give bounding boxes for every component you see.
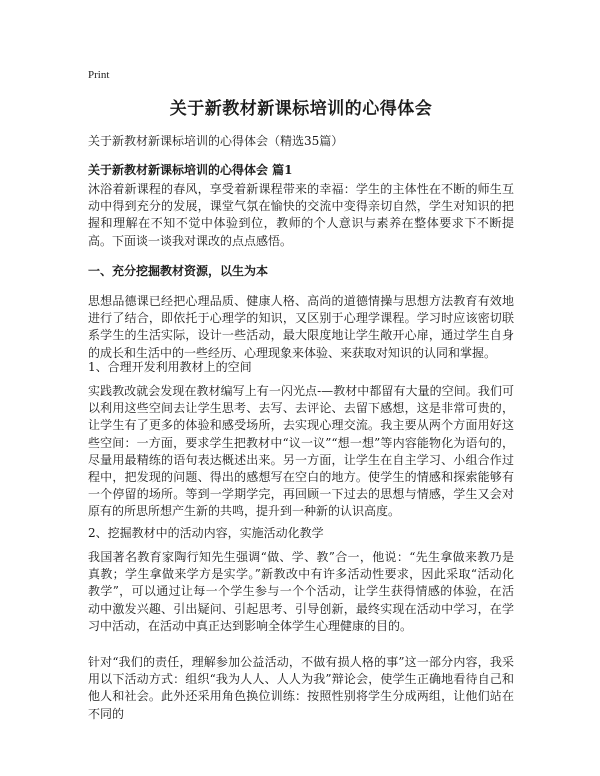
point-one-heading: 1、合理开发利用教材上的空间 <box>88 360 252 374</box>
intro-paragraph: 沐浴着新课程的春风，享受着新课程带来的幸福：学生的主体性在不断的师生互动中得到充分的发展，课堂气氛在愉快的交流中变得亲切自然，学生对知识的把握和理解在不知不觉中体验到位，教师的个人意识与素养在整体要求下不断提高。下面谈一谈我对课改的点点感悟。 <box>88 182 514 248</box>
document-title: 关于新教材新课标培训的心得体会 <box>169 99 433 119</box>
point-two-heading: 2、挖掘教材中的活动内容，实施活动化教学 <box>88 526 324 540</box>
point-one-paragraph: 实践教改就会发现在教材编写上有一闪光点-—教材中都留有大量的空间。我们可以利用这些空间去让学生思考、去写、去评论、去留下感想，这是非常可贵的，让学生有了更多的体验和感受场所，去实现心理交流。我主要从两个方面用好这些空间：一方面，要求学生把教材中“议一议”“想一想”等内容能物化为语句的，尽量用最精练的语句表达概述出来。另一方面，让学生在自主学习、小组合作过程中，把发现的问题、得出的感想写在空白的地方。使学生的情感和探索能够有一个停留的场所。等到一学期学完，再回顾一下过去的思想与情感，学生又会对原有的所思所想产生新的共鸣，提升到一种新的认识高度。 <box>88 384 514 519</box>
article-heading: 关于新教材新课标培训的心得体会 篇1 <box>88 163 293 177</box>
print-link[interactable]: Print <box>88 69 110 81</box>
document-subtitle: 关于新教材新课标培训的心得体会（精选35篇） <box>88 134 344 148</box>
point-two-paragraph-continued: 针对“我们的责任，理解参加公益活动，不做有损人格的事”这一部分内容，我采用以下活动方式：组织“我为人人、人人为我”辩论会，使学生正确地看待自己和他人和社会。此外还采用角色换位训练：按照性别将学生分成两组，让他们站在不同的 <box>88 655 514 721</box>
point-two-paragraph: 我国著名教育家陶行知先生强调“做、学、教”合一，他说：“先生拿做来教乃是真教；学生拿做来学方是实学。”新教改中有许多活动性要求，因此采取“活动化教学”，可以通过让每一个学生参与一个个活动，让学生获得情感的体验，在活动中激发兴趣、引出疑问、引起思考、引导创新，最终实现在活动中学习，在学习中活动，在活动中真正达到影响全体学生心理健康的目的。 <box>88 550 514 633</box>
section-one-paragraph: 思想品德课已经把心理品质、健康人格、高尚的道德情操与思想方法教育有效地进行了结合，即依托于心理学的知识，又区别于心理学课程。学习时应该密切联系学生的生活实际，设计一些活动，最大限度地让学生敞开心扉，通过学生自身的成长和生活中的一些经历、心理现象来体验、来获取对知识的认同和掌握。 <box>88 294 514 360</box>
section-one-heading: 一、充分挖掘教材资源，以生为本 <box>88 264 269 278</box>
